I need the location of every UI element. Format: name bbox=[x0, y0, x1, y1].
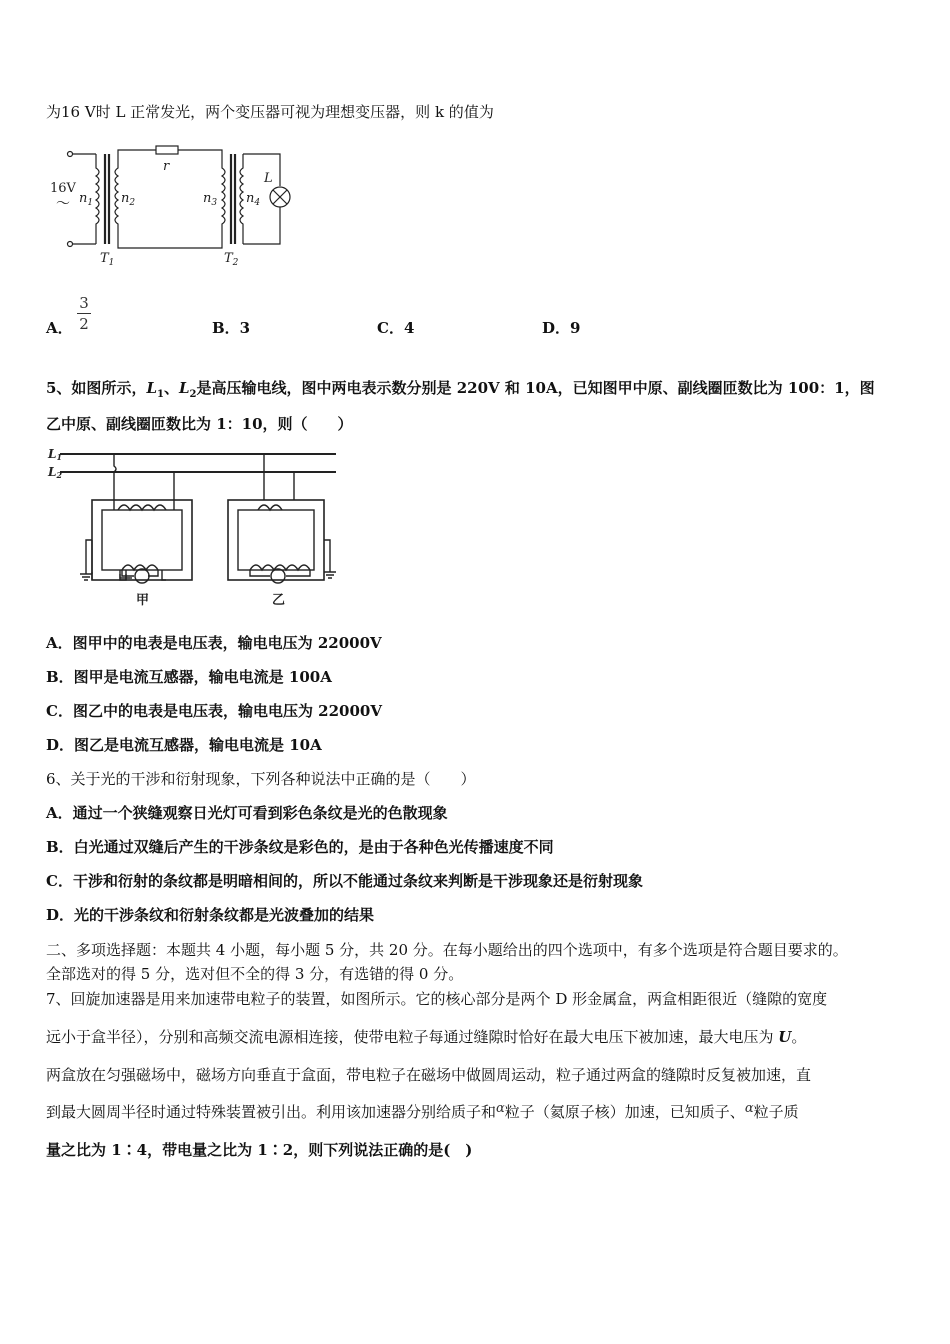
jia-primary-coil bbox=[118, 505, 166, 510]
q5-option-c[interactable]: C．图乙中的电表是电压表，输电电压为 22000V bbox=[46, 702, 382, 720]
terminal-bottom bbox=[68, 242, 73, 247]
resistor-r bbox=[156, 146, 178, 154]
alpha-symbol-2: α bbox=[744, 1101, 754, 1116]
coil-n1 bbox=[96, 154, 99, 244]
n3-label: $n_3$ bbox=[203, 191, 218, 208]
jia-label: 甲 bbox=[136, 593, 150, 608]
n4-label: $n_4$ bbox=[246, 191, 261, 208]
q4-transformer-circuit bbox=[46, 140, 306, 270]
q4-option-a-label[interactable]: A． bbox=[46, 319, 73, 337]
q5-option-d[interactable]: D．图乙是电流互感器，输电电流是 10A bbox=[46, 736, 322, 754]
q6-option-b[interactable]: B．白光通过双缝后产生的干涉条纹是彩色的，是由于各种色光传播速度不同 bbox=[46, 838, 554, 856]
n1-label: $n_1$ bbox=[79, 191, 94, 208]
t2-label: $T_2$ bbox=[224, 251, 239, 268]
r-label: r bbox=[163, 159, 170, 174]
alpha-symbol: α bbox=[496, 1101, 505, 1116]
section2-line1: 二、多项选择题：本题共 4 小题，每小题 5 分，共 20 分。在每小题给出的四个选项中，有多个选项是符合题目要求的。 bbox=[46, 941, 848, 959]
q5-stem-line2: 乙中原、副线圈匝数比为 1：10，则（ ） bbox=[46, 415, 353, 433]
q4-option-d[interactable]: D．9 bbox=[542, 319, 581, 337]
q6-option-c[interactable]: C．干涉和衍射的条纹都是明暗相间的，所以不能通过条纹来判断是干涉现象还是衍射现象 bbox=[46, 872, 643, 890]
q7-line1: 7、回旋加速器是用来加速带电粒子的装置，如图所示。它的核心部分是两个 D 形金属盒，两盒相距很近（缝隙的宽度 bbox=[46, 990, 828, 1008]
ac-symbol: ～ bbox=[56, 196, 70, 212]
q5-stem-line1: 5、如图所示，$L_1$、$L_2$是高压输电线，图中两电表示数分别是 220V 和 10A，已知图甲中原、副线圈匝数比为 100：1，图 bbox=[46, 379, 875, 400]
q4-option-b[interactable]: B．3 bbox=[212, 319, 251, 337]
yi-primary-coil bbox=[258, 505, 282, 510]
jia-meter-icon bbox=[135, 569, 149, 583]
lamp-label: L bbox=[264, 171, 273, 186]
q7-line5: 量之比为 1∶4，带电量之比为 1∶2，则下列说法正确的是( ) bbox=[46, 1141, 473, 1159]
yi-label: 乙 bbox=[272, 593, 286, 608]
yi-ground-icon bbox=[324, 572, 336, 578]
option-a-fraction: 3 2 bbox=[77, 294, 91, 333]
section2-line2: 全部选对的得 5 分，选对但不全的得 3 分，有选错的得 0 分。 bbox=[46, 965, 464, 983]
jia-ground-icon bbox=[80, 574, 92, 580]
q6-option-d[interactable]: D．光的干涉条纹和衍射条纹都是光波叠加的结果 bbox=[46, 906, 375, 924]
q6-option-a[interactable]: A．通过一个狭缝观察日光灯可看到彩色条纹是光的色散现象 bbox=[46, 804, 448, 822]
voltage-label: 16V bbox=[50, 181, 76, 196]
coil-n2 bbox=[115, 154, 118, 244]
q5-option-a[interactable]: A．图甲中的电表是电压表，输电电压为 22000V bbox=[46, 634, 382, 652]
q6-stem: 6、关于光的干涉和衍射现象，下列各种说法中正确的是（ ） bbox=[46, 770, 476, 788]
yi-meter-icon bbox=[271, 569, 285, 583]
q4-options bbox=[46, 318, 646, 348]
coil-n3 bbox=[222, 154, 225, 244]
terminal-top bbox=[68, 152, 73, 157]
q4-intro: 为16 V时 L 正常发光，两个变压器可视为理想变压器，则 k 的值为 bbox=[46, 103, 494, 121]
q4-option-c[interactable]: C．4 bbox=[377, 319, 415, 337]
fig-l1-label: L1 bbox=[48, 447, 63, 462]
q5-transformer-figure bbox=[46, 444, 346, 610]
q7-line2: 远小于盒半径），分别和高频交流电源相连接，使带电粒子每通过缝隙时恰好在最大电压下被加速，最大电压为 U。 bbox=[46, 1028, 807, 1046]
q7-line4: 到最大圆周半径时通过特殊装置被引出。利用该加速器分别给质子和α粒子（氦原子核）加速，已知质子、α粒子质 bbox=[46, 1101, 799, 1121]
t1-label: $T_1$ bbox=[100, 251, 115, 268]
fig-l2-label: L2 bbox=[48, 465, 63, 480]
q5-option-b[interactable]: B．图甲是电流互感器，输电电流是 100A bbox=[46, 668, 332, 686]
q7-line3: 两盒放在匀强磁场中，磁场方向垂直于盒面，带电粒子在磁场中做圆周运动，粒子通过两盒的缝隙时反复被加速，直 bbox=[46, 1066, 812, 1084]
coil-n4 bbox=[240, 154, 243, 244]
n2-label: $n_2$ bbox=[121, 191, 136, 208]
